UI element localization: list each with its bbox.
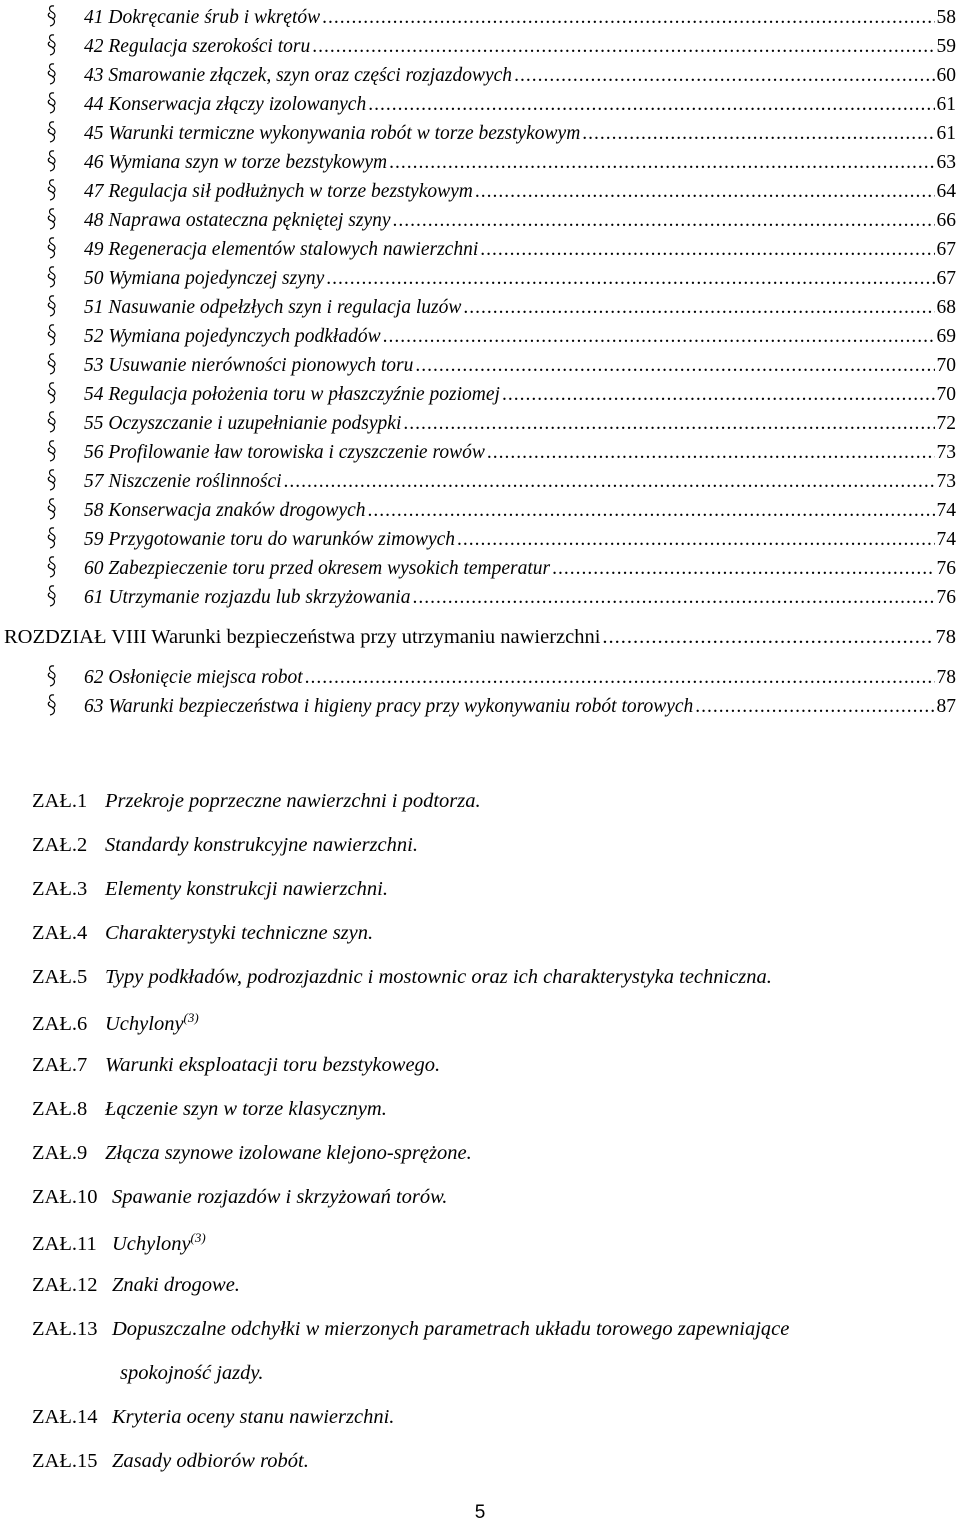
footnote-marker: (3): [190, 1230, 206, 1245]
toc-leader-dots: [602, 626, 933, 649]
section-sign-icon: [44, 235, 84, 261]
toc-entry[interactable]: [44, 290, 956, 319]
toc-entry-title: 61 Utrzymanie rozjazdu lub skrzyżowania: [84, 587, 411, 608]
toc-chapter-title: ROZDZIAŁ VIII Warunki bezpieczeństwa przy utrzymaniu nawierzchni: [4, 626, 601, 648]
attachment-code: ZAŁ.5: [32, 966, 88, 988]
section-sign-icon: [44, 663, 84, 689]
section-sign-icon: [44, 293, 84, 319]
toc-leader-dots: [480, 239, 934, 261]
toc-entry[interactable]: [44, 551, 956, 580]
toc-entry-page: 67: [936, 239, 956, 260]
attachment-item[interactable]: [32, 966, 952, 989]
toc-entry-page: 70: [936, 384, 956, 405]
toc-entry[interactable]: [44, 522, 956, 551]
toc-entry-page: 73: [936, 471, 956, 492]
toc-entry[interactable]: [44, 689, 956, 718]
toc-leader-dots: [383, 326, 935, 348]
toc-leader-dots: [487, 442, 935, 464]
section-sign-icon: [44, 148, 84, 174]
toc-chapter-entry[interactable]: [4, 620, 956, 649]
toc-entry[interactable]: [44, 464, 956, 493]
toc-leader-dots: [502, 384, 935, 406]
attachment-item[interactable]: [32, 1406, 952, 1429]
toc-entry[interactable]: [44, 580, 956, 609]
attachment-code: ZAŁ.2: [32, 834, 88, 856]
section-sign-icon: [44, 119, 84, 145]
section-sign-icon: [44, 206, 84, 232]
toc-entry-page: 76: [936, 558, 956, 579]
attachment-item[interactable]: [32, 1142, 952, 1165]
section-sign-icon: [44, 467, 84, 493]
toc-entry-title: 53 Usuwanie nierówności pionowych toru: [84, 355, 414, 376]
section-sign-icon: [44, 583, 84, 609]
attachment-item[interactable]: [32, 1010, 952, 1036]
attachment-code: ZAŁ.15: [32, 1450, 98, 1472]
attachment-title: Standardy konstrukcyjne nawierzchni.: [105, 834, 418, 856]
toc-entry-title: 63 Warunki bezpieczeństwa i higieny pracy przy wykonywaniu robót torowych: [84, 696, 694, 717]
toc-entry-page: 87: [936, 696, 956, 717]
toc-entry-title: 58 Konserwacja znaków drogowych: [84, 500, 366, 521]
attachment-item[interactable]: [32, 790, 952, 813]
toc-leader-dots: [463, 297, 934, 319]
toc-entry-page: 70: [936, 355, 956, 376]
toc-leader-dots: [389, 152, 934, 174]
toc-entry[interactable]: [44, 145, 956, 174]
toc-entry[interactable]: [44, 87, 956, 116]
attachment-code: ZAŁ.9: [32, 1142, 88, 1164]
attachment-title: Uchylony: [105, 1012, 184, 1035]
attachment-title: Typy podkładów, podrozjazdnic i mostownic oraz ich charakterystyka techniczna.: [105, 966, 772, 988]
attachment-item[interactable]: [32, 1450, 952, 1473]
toc-entry[interactable]: [44, 406, 956, 435]
toc-leader-dots: [403, 413, 934, 435]
attachment-item[interactable]: [32, 1230, 952, 1256]
toc-entry-title: 45 Warunki termiczne wykonywania robót w torze bezstykowym: [84, 123, 581, 144]
toc-entry-page: 72: [936, 413, 956, 434]
toc-entry-page: 67: [936, 268, 956, 289]
toc-entry-title: 49 Regeneracja elementów stalowych nawierzchni: [84, 239, 479, 260]
toc-entry-page: 66: [936, 210, 956, 231]
toc-leader-dots: [322, 7, 934, 29]
toc-entry-page: 61: [936, 94, 956, 115]
section-sign-icon: [44, 322, 84, 348]
attachment-code: ZAŁ.4: [32, 922, 88, 944]
attachment-code: ZAŁ.11: [32, 1232, 97, 1255]
toc-entry-page: 73: [936, 442, 956, 463]
attachment-title: Zasady odbiorów robót.: [112, 1450, 309, 1472]
attachment-title-continuation: spokojność jazdy.: [120, 1362, 264, 1384]
toc-chapter-page: 78: [935, 626, 956, 648]
toc-entry[interactable]: [44, 203, 956, 232]
section-sign-icon: [44, 177, 84, 203]
toc-leader-dots: [312, 36, 934, 58]
toc-entry-title: 43 Smarowanie złączek, szyn oraz części rozjazdowych: [84, 65, 513, 86]
attachment-item[interactable]: [32, 1186, 952, 1209]
attachment-title: Dopuszczalne odchyłki w mierzonych parametrach układu torowego zapewniające: [112, 1318, 790, 1340]
section-sign-icon: [44, 692, 84, 718]
toc-entry[interactable]: [44, 493, 956, 522]
toc-entry[interactable]: [44, 29, 956, 58]
toc-entry[interactable]: [44, 660, 956, 689]
toc-entry-page: 61: [936, 123, 956, 144]
toc-leader-dots: [514, 65, 934, 87]
toc-leader-dots: [552, 558, 934, 580]
toc-entry[interactable]: [44, 58, 956, 87]
section-sign-icon: [44, 351, 84, 377]
section-sign-icon: [44, 3, 84, 29]
attachment-item[interactable]: [32, 834, 952, 857]
toc-leader-dots: [367, 500, 934, 522]
toc-entry[interactable]: [44, 348, 956, 377]
section-sign-icon: [44, 90, 84, 116]
toc-entry[interactable]: [44, 116, 956, 145]
attachment-title: Łączenie szyn w torze klasycznym.: [105, 1098, 387, 1120]
footnote-marker: (3): [183, 1010, 199, 1025]
section-sign-icon: [44, 380, 84, 406]
toc-entry-title: 55 Oczyszczanie i uzupełnianie podsypki: [84, 413, 402, 434]
toc-leader-dots: [368, 94, 934, 116]
toc-entry-title: 46 Wymiana szyn w torze bezstykowym: [84, 152, 388, 173]
section-sign-icon: [44, 409, 84, 435]
toc-leader-dots: [695, 696, 934, 718]
toc-entry-title: 52 Wymiana pojedynczych podkładów: [84, 326, 381, 347]
toc-entry-page: 68: [936, 297, 956, 318]
toc-leader-dots: [412, 587, 934, 609]
attachment-code: ZAŁ.14: [32, 1406, 98, 1428]
toc-entry-title: 54 Regulacja położenia toru w płaszczyźnie poziomej: [84, 384, 500, 405]
attachment-item[interactable]: [32, 878, 952, 901]
toc-entry-title: 51 Nasuwanie odpełzłych szyn i regulacja luzów: [84, 297, 462, 318]
section-sign-icon: [44, 554, 84, 580]
toc-entry-page: 78: [936, 667, 956, 688]
toc-entry-page: 76: [936, 587, 956, 608]
attachment-title: Kryteria oceny stanu nawierzchni.: [112, 1406, 395, 1428]
attachment-code: ZAŁ.3: [32, 878, 88, 900]
toc-entry-title: 47 Regulacja sił podłużnych w torze bezstykowym: [84, 181, 473, 202]
toc-entry[interactable]: [44, 174, 956, 203]
toc-leader-dots: [393, 210, 935, 232]
toc-entry-page: 74: [936, 500, 956, 521]
attachment-item[interactable]: [32, 1098, 952, 1121]
toc-leader-dots: [305, 667, 935, 689]
attachment-item[interactable]: [32, 1274, 952, 1297]
toc-entry[interactable]: [44, 435, 956, 464]
toc-leader-dots: [457, 529, 934, 551]
attachment-title: Przekroje poprzeczne nawierzchni i podtorza.: [105, 790, 481, 812]
attachment-code: ZAŁ.1: [32, 790, 88, 812]
toc-entry-title: 41 Dokręcanie śrub i wkrętów: [84, 7, 321, 28]
toc-entry-page: 63: [936, 152, 956, 173]
toc-entry[interactable]: [44, 232, 956, 261]
attachment-title: Spawanie rozjazdów i skrzyżowań torów.: [112, 1186, 448, 1208]
attachment-item[interactable]: [32, 1318, 952, 1341]
toc-entry-page: 59: [936, 36, 956, 57]
attachment-item[interactable]: [32, 922, 952, 945]
toc-entry-title: 50 Wymiana pojedynczej szyny: [84, 268, 325, 289]
section-sign-icon: [44, 496, 84, 522]
toc-entry-page: 58: [936, 7, 956, 28]
toc-leader-dots: [475, 181, 935, 203]
attachment-code: ZAŁ.6: [32, 1012, 88, 1035]
attachment-code: ZAŁ.8: [32, 1098, 88, 1120]
section-sign-icon: [44, 32, 84, 58]
toc-entry-page: 69: [936, 326, 956, 347]
attachment-title: Złącza szynowe izolowane klejono-sprężone.: [105, 1142, 472, 1164]
toc-entry[interactable]: [44, 377, 956, 406]
toc-leader-dots: [415, 355, 934, 377]
toc-entry-title: 59 Przygotowanie toru do warunków zimowych: [84, 529, 456, 550]
section-sign-icon: [44, 438, 84, 464]
attachment-title: Uchylony: [112, 1232, 191, 1255]
attachment-code: ZAŁ.13: [32, 1318, 98, 1340]
page-number: 5: [474, 1502, 486, 1523]
attachment-title: Warunki eksploatacji toru bezstykowego.: [105, 1054, 441, 1076]
toc-entry-title: 44 Konserwacja złączy izolowanych: [84, 94, 367, 115]
toc-entry-title: 42 Regulacja szerokości toru: [84, 36, 311, 57]
attachment-title: Charakterystyki techniczne szyn.: [105, 922, 374, 944]
section-sign-icon: [44, 264, 84, 290]
toc-entry-title: 48 Naprawa ostateczna pękniętej szyny: [84, 210, 391, 231]
toc-entry-title: 57 Niszczenie roślinności: [84, 471, 282, 492]
attachment-code: ZAŁ.7: [32, 1054, 88, 1076]
attachment-code: ZAŁ.10: [32, 1186, 98, 1208]
toc-entry-title: 56 Profilowanie ław torowiska i czyszczenie rowów: [84, 442, 485, 463]
toc-entry-title: 60 Zabezpieczenie toru przed okresem wysokich temperatur: [84, 558, 551, 579]
toc-entry-page: 74: [936, 529, 956, 550]
toc-entry-page: 64: [936, 181, 956, 202]
toc-entry[interactable]: [44, 319, 956, 348]
section-sign-icon: [44, 525, 84, 551]
toc-leader-dots: [284, 471, 935, 493]
attachment-title: Znaki drogowe.: [112, 1274, 240, 1296]
attachment-item[interactable]: [32, 1054, 952, 1077]
toc-entry[interactable]: [44, 0, 956, 29]
toc-entry-page: 60: [936, 65, 956, 86]
toc-leader-dots: [326, 268, 934, 290]
attachment-title: Elementy konstrukcji nawierzchni.: [105, 878, 388, 900]
toc-entry-title: 62 Osłonięcie miejsca robot: [84, 667, 303, 688]
toc-entry[interactable]: [44, 261, 956, 290]
toc-leader-dots: [582, 123, 934, 145]
attachment-code: ZAŁ.12: [32, 1274, 98, 1296]
section-sign-icon: [44, 61, 84, 87]
